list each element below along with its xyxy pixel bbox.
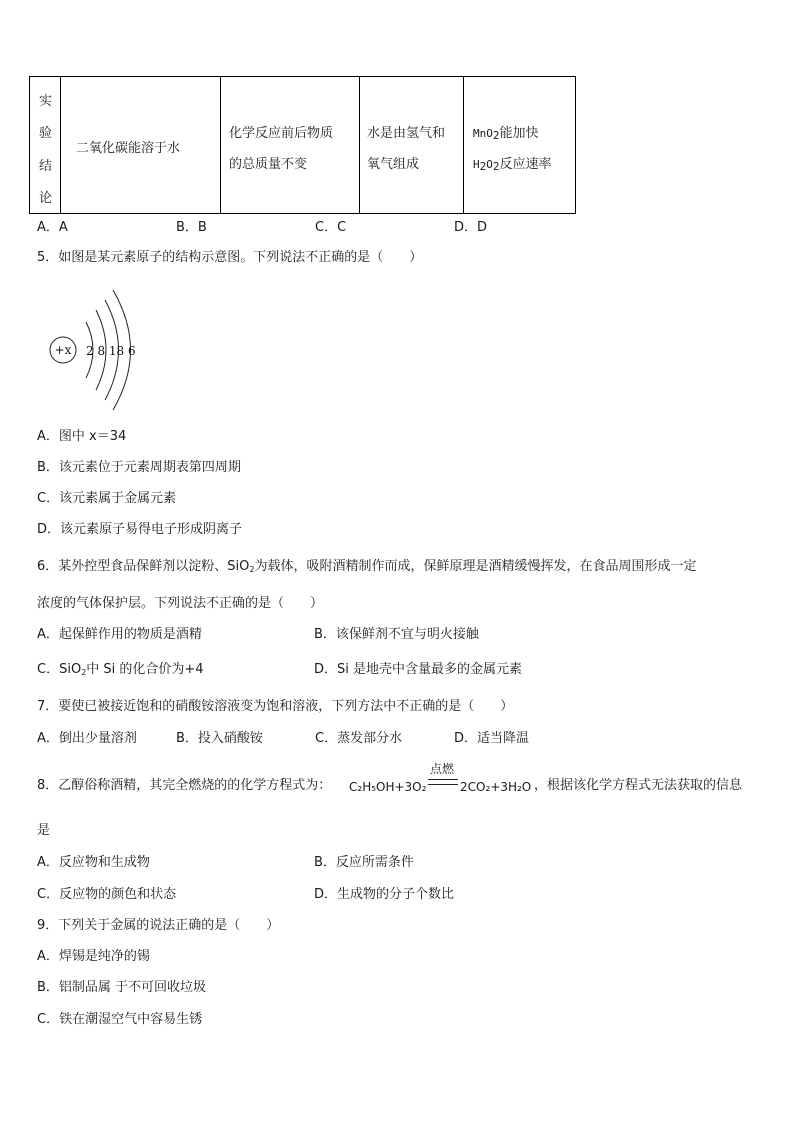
question-6-option-d: D．Si 是地壳中含量最多的金属元素 xyxy=(314,662,523,677)
question-7-stem: 7．要使已被接近饱和的硝酸铵溶液变为饱和溶液，下列方法中不正确的是（ ） xyxy=(37,699,514,714)
table-cell-a xyxy=(61,77,221,213)
cell-text: $H_2O_2$反应速率 xyxy=(473,157,552,173)
question-5-option-a: A．图中 x＝34 xyxy=(37,429,127,444)
question-6-option-a: A．起保鲜作用的物质是酒精 xyxy=(37,627,202,642)
row-header-cell xyxy=(30,77,61,213)
option-b: B．B xyxy=(176,220,207,235)
question-5-stem: 5．如图是某元素原子的结构示意图。下列说法不正确的是（ ） xyxy=(37,250,423,265)
cell-text: 的总质量不变 xyxy=(229,157,308,172)
question-9-option-b: B．铝制品属 于不可回收垃圾 xyxy=(37,980,207,995)
question-8-option-d: D．生成物的分子个数比 xyxy=(314,887,455,902)
cell-text: 氧气组成 xyxy=(367,157,420,172)
question-6-stem-line2: 浓度的气体保护层。下列说法不正确的是（ ） xyxy=(37,596,324,611)
shell-electron-counts: 2 8 18 6 xyxy=(86,344,136,358)
cell-text: 二氧化碳能溶于水 xyxy=(76,141,181,156)
option-c: C．C xyxy=(315,220,347,235)
row-label-char: 论 xyxy=(39,191,53,206)
question-8-stem-tail: ，根据该化学方程式无法获取的信息 xyxy=(534,778,743,793)
row-label-char: 结 xyxy=(39,159,53,174)
question-8-stem-line2: 是 xyxy=(37,823,51,838)
question-9-stem: 9．下列关于金属的说法正确的是（ ） xyxy=(37,918,280,933)
question-7-option-a: A．倒出少量溶剂 xyxy=(37,731,137,746)
question-5-option-b: B．该元素位于元素周期表第四周期 xyxy=(37,460,241,475)
reaction-condition: 点燃 xyxy=(430,762,455,776)
option-a: A．A xyxy=(37,220,68,235)
question-6-option-b: B．该保鲜剂不宜与明火接触 xyxy=(314,627,479,642)
table-cell-b xyxy=(221,77,360,213)
question-8-option-a: A．反应物和生成物 xyxy=(37,855,150,870)
question-9-option-a: A．焊锡是纯净的锡 xyxy=(37,949,150,964)
question-8-option-c: C．反应物的颜色和状态 xyxy=(37,887,177,902)
equation-equals-sign xyxy=(428,779,458,785)
atom-structure-diagram xyxy=(44,282,144,418)
question-5-option-c: C．该元素属于金属元素 xyxy=(37,491,177,506)
question-8-option-b: B．反应所需条件 xyxy=(314,855,414,870)
question-8-stem: 8．乙醇俗称酒精，其完全燃烧的的化学方程式为： xyxy=(37,778,332,793)
table-cell-d xyxy=(464,77,575,213)
nucleus-label: +x xyxy=(54,343,72,357)
row-label-char: 实 xyxy=(39,94,53,109)
question-6-option-c: C．SiO$_2$中 Si 的化合价为+4 xyxy=(37,662,204,677)
question-5-option-d: D．该元素原子易得电子形成阴离子 xyxy=(37,522,243,537)
row-label-char: 验 xyxy=(39,126,53,141)
question-9-option-c: C．铁在潮湿空气中容易生锈 xyxy=(37,1012,203,1027)
equation-products: 2CO₂+3H₂O xyxy=(460,780,532,794)
question-7-option-c: C．蒸发部分水 xyxy=(315,731,403,746)
experiment-conclusion-table xyxy=(29,76,576,214)
question-7-option-b: B．投入硝酸铵 xyxy=(176,731,263,746)
question-6-stem: 6．某外控型食品保鲜剂以淀粉、SiO$_2$为载体，吸附酒精制作而成，保鲜原理是酒精缓慢挥发，在食品周围形成一定 xyxy=(37,559,697,574)
question-7-option-d: D．适当降温 xyxy=(454,731,530,746)
table-cell-c xyxy=(360,77,464,213)
cell-text: MnO$_2$能加快 xyxy=(473,126,539,142)
equation-reactants: C₂H₅OH+3O₂ xyxy=(349,780,427,794)
cell-text: 化学反应前后物质 xyxy=(229,126,334,141)
cell-text: 水是由氢气和 xyxy=(367,126,446,141)
option-d: D．D xyxy=(454,220,488,235)
